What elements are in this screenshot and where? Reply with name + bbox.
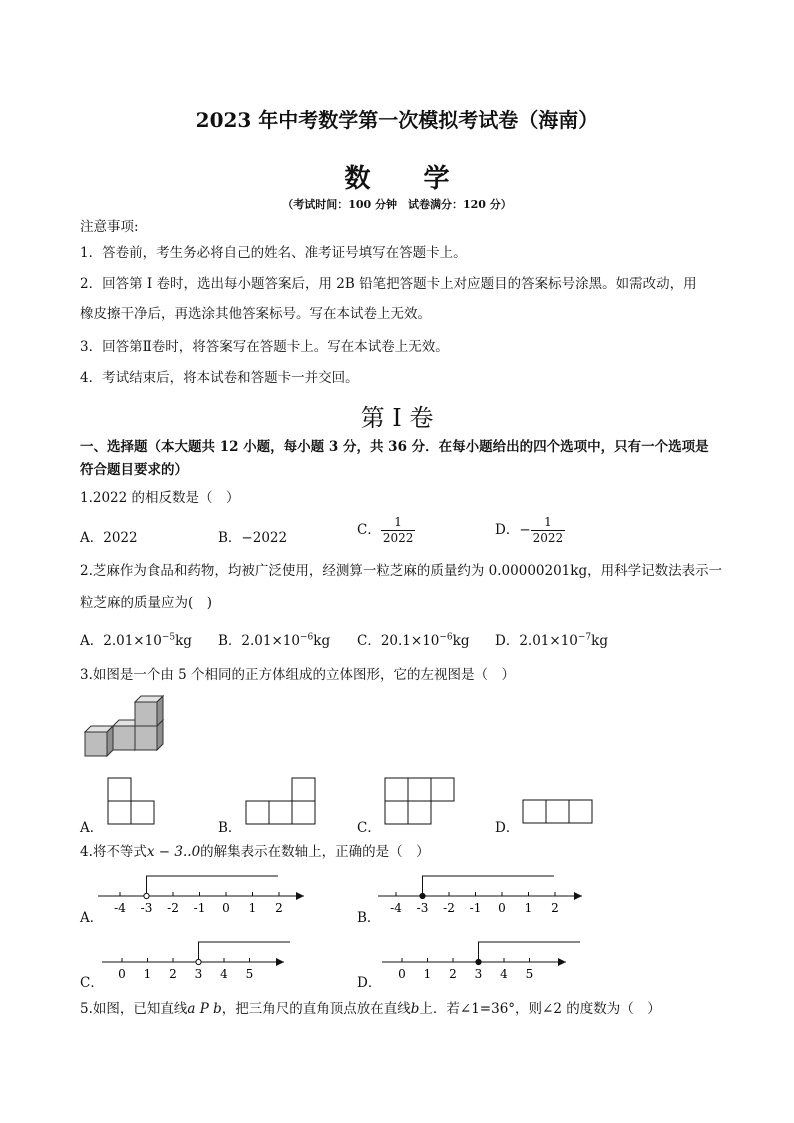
tick-label: 0 (118, 967, 126, 981)
q1-d-denominator: 2022 (532, 531, 564, 545)
tick-label: 0 (498, 901, 506, 915)
q3-option-c-label: C． (357, 820, 381, 836)
note-item-2-cont: 橡皮擦干净后，再选涂其他答案标号。写在本试卷上无效。 (80, 306, 431, 322)
q4-option-a-label: A． (80, 910, 104, 926)
solution-ray (423, 876, 555, 896)
tick-label: 5 (525, 967, 534, 981)
q3-option-c-view (384, 777, 456, 825)
tick-label: -3 (416, 901, 429, 915)
tick-label: 1 (524, 901, 533, 915)
section-heading (80, 438, 709, 456)
q2-a-unit: kg (175, 633, 192, 649)
cube-1 (85, 726, 113, 756)
q2-option-b (218, 629, 330, 649)
number-line-d (382, 942, 580, 981)
q1-option-c-fraction (381, 515, 416, 546)
tick-label: 2 (449, 967, 457, 981)
note-item-2: 2．回答第 I 卷时，选出每小题答案后，用 2B 铅笔把答题卡上对应题目的答案标号涂黑。如需改动，用 (80, 276, 697, 292)
axis-arrow (574, 892, 582, 900)
q1-d-numerator: 1 (531, 515, 566, 531)
q2-option-d (495, 629, 608, 649)
q4-option-c-label: C． (80, 975, 104, 991)
notes-heading: 注意事项: (80, 219, 139, 235)
q1-option-b: B．−2022 (218, 530, 288, 546)
open-point (144, 893, 149, 898)
q1-stem: 1.2022 的相反数是（ ） (80, 490, 240, 506)
tick-label: 0 (398, 967, 406, 981)
note-item-1: 1．答卷前，考生务必将自己的姓名、准考证号填写在答题卡上。 (80, 245, 467, 261)
q3-option-b-view (245, 777, 317, 825)
q4-option-b-label: B． (357, 910, 381, 926)
tick-label: 3 (474, 967, 483, 981)
open-point (196, 959, 201, 964)
tick-label: -3 (140, 901, 153, 915)
q5-stem-middle: ，把三角尺的直角顶点放在直线 (221, 1001, 411, 1017)
q2-stem-2: 粒芝麻的质量应为( ) (80, 595, 213, 611)
q3-stem: 3.如图是一个由 5 个相同的正方体组成的立体图形，它的左视图是（ ） (80, 667, 516, 683)
q3-option-d-view (522, 799, 594, 825)
number-line-b (378, 876, 582, 915)
q3-option-a-view (107, 777, 155, 825)
tick-label: 5 (245, 967, 254, 981)
q1-option-d-label: D．− (495, 522, 531, 538)
tick-label: 3 (194, 967, 203, 981)
q5-stem-prefix: 5.如图，已知直线 (80, 1001, 188, 1017)
q5-line-b: b (410, 1001, 420, 1017)
tick-label: 4 (500, 967, 508, 981)
q1-option-c-label: C． (357, 522, 381, 538)
q1-option-d-fraction (531, 515, 566, 546)
number-line-c (102, 942, 290, 981)
tick-label: -4 (114, 901, 126, 915)
tick-label: -4 (390, 901, 402, 915)
note-item-4: 4．考试结束后，将本试卷和答题卡一并交回。 (80, 370, 359, 386)
section-label: 一、选择题 (80, 439, 148, 455)
q2-d-exponent: −7 (577, 632, 592, 643)
q4-option-d-number-line (380, 936, 586, 982)
q2-a-exponent: −5 (161, 632, 176, 643)
tick-label: 2 (169, 967, 177, 981)
q1-c-denominator: 2022 (382, 531, 414, 545)
tick-label: -1 (469, 901, 482, 915)
q2-d-unit: kg (591, 633, 608, 649)
q4-option-c-number-line (100, 936, 296, 982)
q5-stem (80, 1000, 661, 1018)
q4-option-b-number-line (376, 870, 588, 916)
q4-stem (80, 843, 430, 861)
section-desc: （本大题共 12 小题，每小题 3 分，共 36 分．在每小题给出的四个选项中，只有一个选项是 (147, 439, 709, 455)
tick-label: -2 (443, 901, 455, 915)
part-title: 第 I 卷 (360, 404, 434, 432)
q1-option-c (357, 515, 415, 546)
q1-c-numerator: 1 (381, 515, 416, 531)
q4-stem-prefix: 4.将不等式 (80, 844, 147, 860)
q2-c-exponent: −6 (439, 632, 453, 643)
q3-option-a-label: A． (80, 820, 104, 836)
axis-arrow (296, 892, 304, 900)
cube-5 (135, 696, 163, 726)
q1-option-a: A．2022 (80, 530, 138, 546)
q2-option-c (357, 629, 470, 649)
exam-title: 2023 年中考数学第一次模拟考试卷（海南） (195, 108, 599, 132)
closed-point (476, 959, 481, 964)
q5-stem-suffix: 上．若∠1=36°，则∠2 的度数为（ ） (419, 1001, 661, 1017)
tick-label: 2 (551, 901, 559, 915)
q2-d-base: D．2.01×10 (495, 633, 578, 649)
subject-title: 数 学 (344, 164, 472, 194)
tick-label: -2 (167, 901, 179, 915)
tick-label: 4 (220, 967, 228, 981)
q1-option-d (495, 515, 565, 546)
q5-parallel-lines: a P b (187, 1001, 222, 1017)
q2-c-base: C．20.1×10 (357, 633, 440, 649)
q2-c-unit: kg (452, 633, 470, 649)
tick-label: 1 (143, 967, 152, 981)
q2-b-unit: kg (313, 633, 331, 649)
q4-stem-suffix: 的解集表示在数轴上，正确的是（ ） (200, 844, 430, 860)
q3-cube-figure (80, 694, 172, 762)
q3-option-b-label: B． (218, 820, 242, 836)
axis-arrow (558, 958, 566, 966)
q4-option-d-label: D． (357, 975, 382, 991)
note-item-3: 3．回答第Ⅱ卷时，将答案写在答题卡上。写在本试卷上无效。 (80, 339, 449, 355)
tick-label: 1 (248, 901, 257, 915)
exam-meta: （考试时间：100 分钟 试卷满分：120 分） (282, 198, 512, 211)
number-line-a (98, 876, 304, 915)
q2-a-base: A．2.01×10 (80, 633, 162, 649)
section-desc-cont: 符合题目要求的） (80, 462, 188, 478)
tick-label: 1 (423, 967, 432, 981)
q2-b-base: B．2.01×10 (218, 633, 300, 649)
axis-arrow (276, 958, 284, 966)
q4-inequality: x − 3..0 (146, 844, 201, 860)
tick-label: -1 (193, 901, 206, 915)
q4-option-a-number-line (96, 870, 308, 916)
q2-stem-1: 2.芝麻作为食品和药物，均被广泛使用，经测算一粒芝麻的质量约为 0.00000201kg，用科学记数法表示一 (80, 563, 723, 579)
q3-option-d-label: D． (495, 820, 520, 836)
q2-b-exponent: −6 (299, 632, 314, 643)
tick-label: 0 (222, 901, 230, 915)
tick-label: 2 (275, 901, 283, 915)
solution-ray (147, 876, 279, 896)
closed-point (420, 893, 425, 898)
q2-option-a (80, 629, 192, 649)
